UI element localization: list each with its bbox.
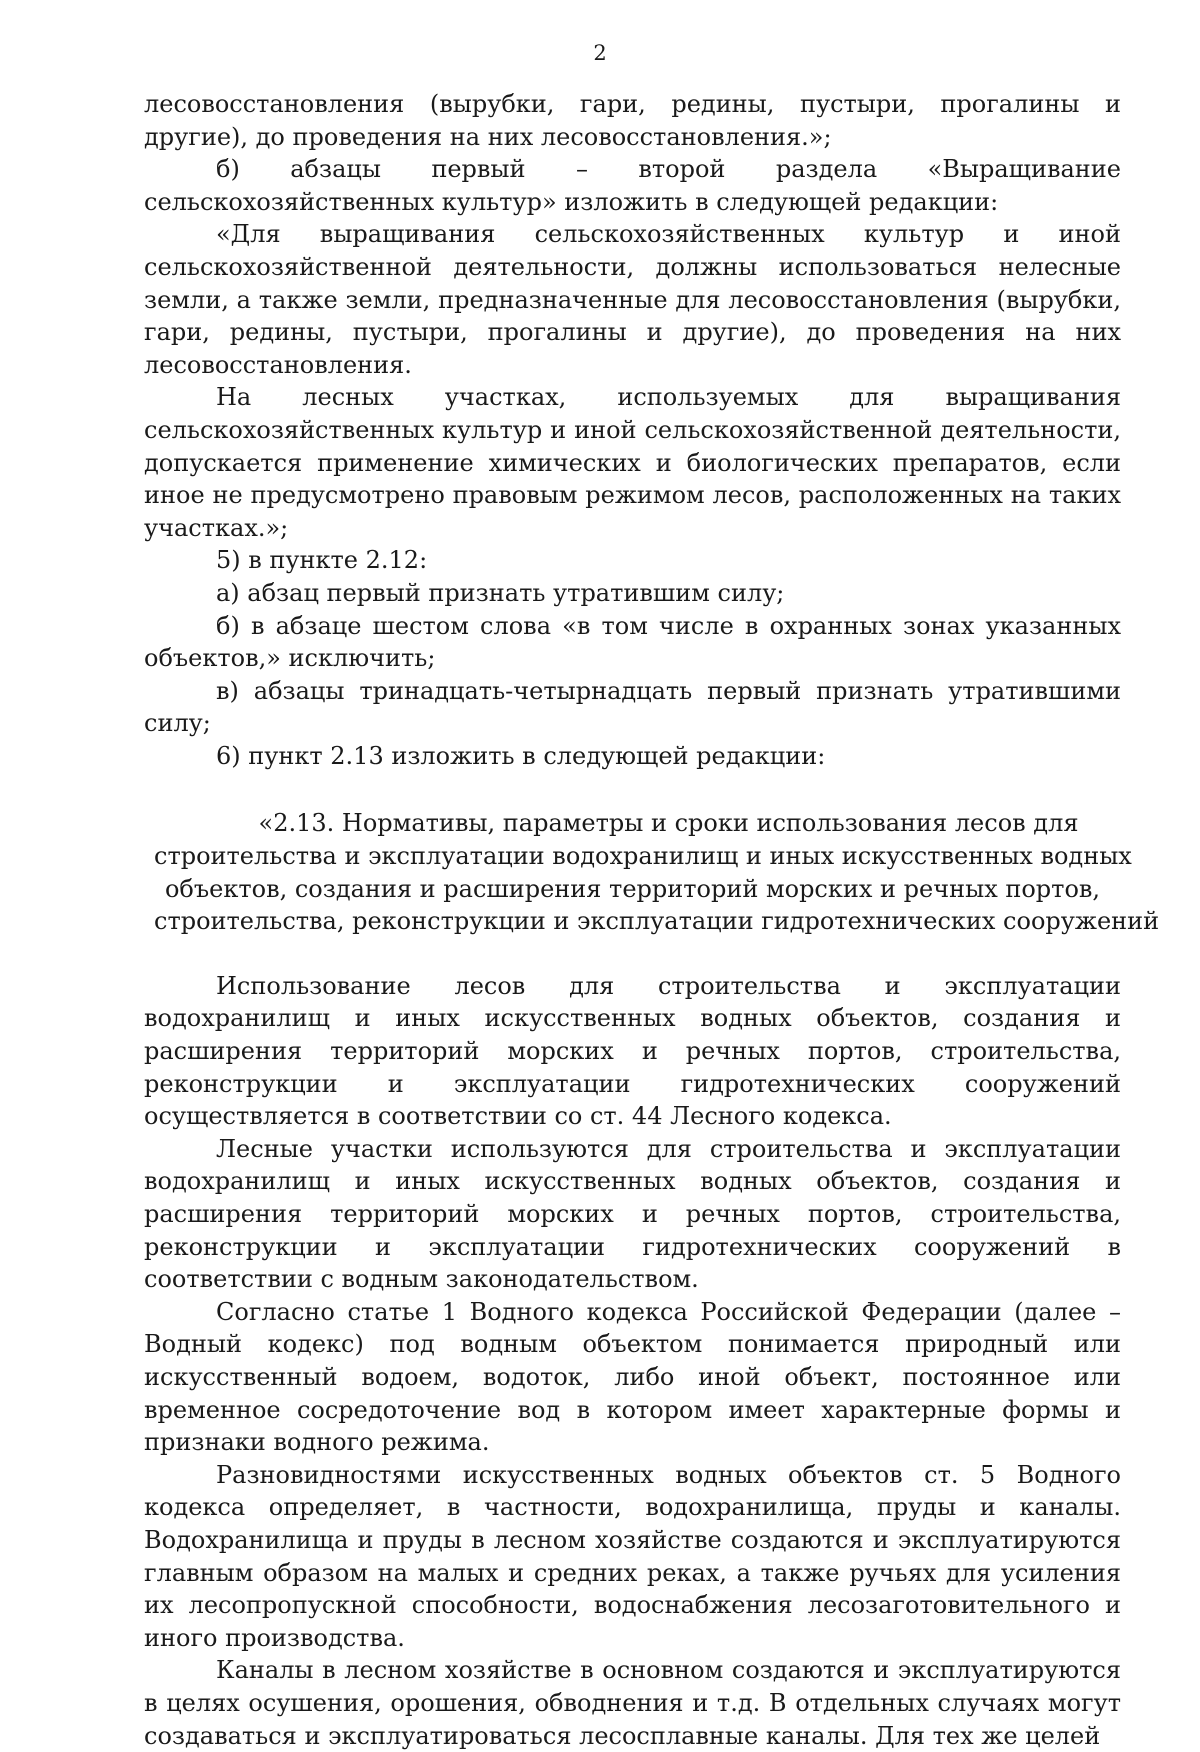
paragraph: лесовосстановления (вырубки, гари, редины, пустыри, прогалины и другие), до проведения на них лесовосстановления.»; [144,90,1121,151]
paragraph: Согласно статье 1 Водного кодекса Российской Федерации (далее – Водный кодекс) под водным объектом понимается природный или искусственный водоем, водоток, либо иной объект, постоянное или временное сосредоточение вод в котором имеет характерные формы и признаки водного режима. [144,1297,1121,1457]
paragraph: Использование лесов для строительства и эксплуатации водохранилищ и иных искусственных водных объектов, создания и расширения территорий морских и речных портов, строительства, реконструкции и эксплуатации гидротехнических сооружений осуществляется в соответствии со ст. 44 Лесного кодекса. [144,971,1121,1131]
heading-line: объектов, создания и расширения территорий морских и речных портов, [164,874,1101,903]
paragraph: На лесных участках, используемых для выращивания сельскохозяйственных культур и иной сельскохозяйственной деятельности, допускается применение химических и биологических препаратов, если иное не предусмотрено правовым режимом лесов, расположенных на таких участках.»; [144,383,1121,542]
page-number: 2 [593,41,607,65]
bottom-paragraphs [144,970,1121,1752]
heading-line: строительства и эксплуатации водохранилищ и иных искусственных водных [154,842,1132,871]
paragraph: Лесные участки используются для строительства и эксплуатации водохранилищ и иных искусственных водных объектов, создания и расширения территорий морских и речных портов, строительства, реконструкции и эксплуатации гидротехнических сооружений в соответствии с водным законодательством. [144,1134,1121,1294]
paragraph: 6) пункт 2.13 изложить в следующей редакции: [216,741,826,770]
paragraph: б) в абзаце шестом слова «в том числе в охранных зонах указанных объектов,» исключить; [144,611,1121,673]
paragraph: 5) в пункте 2.12: [216,546,428,575]
paragraph: б) абзацы первый – второй раздела «Выращивание сельскохозяйственных культур» изложить в следующей редакции: [144,155,1121,216]
document-body [144,88,1160,1752]
paragraph: Каналы в лесном хозяйстве в основном создаются и эксплуатируются в целях осушения, орошения, обводнения и т.д. В отдельных случаях могут создаваться и эксплуатироваться лесосплавные каналы. Для тех же целей [144,1656,1121,1750]
paragraph: а) абзац первый признать утратившим силу; [216,578,785,607]
heading-line: «2.13. Нормативы, параметры и сроки использования лесов для [258,809,1079,838]
paragraph: Разновидностями искусственных водных объектов ст. 5 Водного кодекса определяет, в частности, водохранилища, пруды и каналы. Водохранилища и пруды в лесном хозяйстве создаются и эксплуатируются главным образом на малых и средних реках, а также ручьях для усиления их лесопропускной способности, водоснабжения лесозаготовительного и иного производства. [144,1460,1121,1652]
heading-line: строительства, реконструкции и эксплуатации гидротехнических сооружений [154,907,1160,936]
section-heading [144,807,1160,937]
paragraph: в) абзацы тринадцать-четырнадцать первый признать утратившими силу; [144,676,1121,738]
paragraph: «Для выращивания сельскохозяйственных культур и иной сельскохозяйственной деятельности, должны использоваться нелесные земли, а также земли, предназначенные для лесовосстановления (вырубки, гари, редины, пустыри, прогалины и другие), до проведения на них лесовосстановления. [144,220,1121,379]
top-paragraphs [144,88,1121,772]
